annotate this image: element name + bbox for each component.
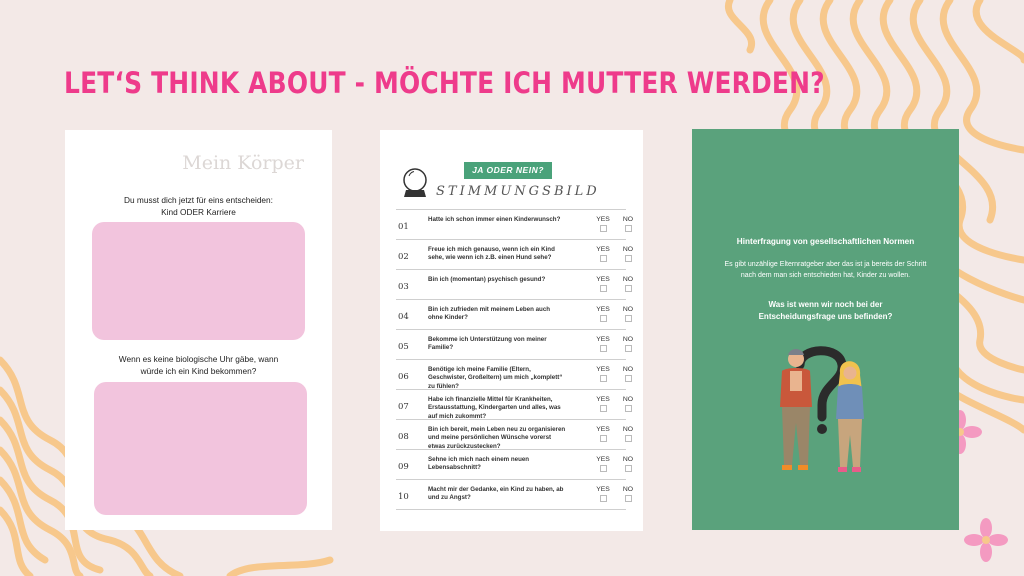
card-stimmungsbild (380, 130, 643, 531)
row-question: Bin ich bereit, mein Leben neu zu organisieren und meine persönlichen Wünsche vorerst etwas zurückzustecken? (428, 426, 566, 450)
row-question: Habe ich finanzielle Mittel für Krankheiten, Erstausstattung, Kindergarten und alles, was auf mich zukommt? (428, 396, 561, 420)
yes-no-badge: JA ODER NEIN? (464, 162, 552, 179)
no-checkbox[interactable] (625, 375, 632, 382)
no-checkbox[interactable] (625, 345, 632, 352)
card-title: Mein Körper (182, 152, 304, 174)
yes-option[interactable]: YES (592, 216, 614, 232)
card-title: STIMMUNGSBILD (436, 184, 600, 199)
no-checkbox[interactable] (625, 495, 632, 502)
row-question: Macht mir der Gedanke, ein Kind zu haben, ab und zu Angst? (428, 486, 564, 502)
question-list (396, 209, 634, 510)
yes-option[interactable]: YES (592, 336, 614, 352)
table-row (396, 390, 634, 420)
table-row (396, 240, 634, 270)
table-row (396, 210, 634, 240)
row-number: 01 (398, 222, 409, 232)
no-option[interactable]: NO (617, 246, 639, 262)
no-checkbox[interactable] (625, 255, 632, 262)
yes-option[interactable]: YES (592, 486, 614, 502)
row-question: Hatte ich schon immer einen Kinderwunsch? (428, 216, 561, 223)
row-number: 10 (398, 492, 409, 502)
no-checkbox[interactable] (625, 285, 632, 292)
yes-checkbox[interactable] (600, 285, 607, 292)
yes-checkbox[interactable] (600, 345, 607, 352)
yes-option[interactable]: YES (592, 246, 614, 262)
yes-option[interactable]: YES (592, 366, 614, 382)
question-1: Du musst dich jetzt für eins entscheiden: Kind ODER Karriere (124, 195, 273, 217)
flower-icon (964, 518, 1008, 562)
card-text: Es gibt unzählige Elternratgeber aber das ist ja bereits der Schritt nach dem man sich entschieden hat, Kinder zu wollen. (724, 261, 927, 279)
yes-option[interactable]: YES (592, 276, 614, 292)
answer-box-2[interactable] (94, 382, 307, 515)
table-row (396, 420, 634, 450)
row-question: Benötige ich meine Familie (Eltern, Geschwister, Großeltern) um mich „komplett“ zu fühlen? (428, 366, 563, 390)
row-question: Bin ich zufrieden mit meinem Leben auch ohne Kinder? (428, 306, 551, 322)
no-checkbox[interactable] (625, 405, 632, 412)
table-row (396, 300, 634, 330)
row-question: Sehne ich mich nach einem neuen Lebensabschnitt? (428, 456, 530, 472)
yes-checkbox[interactable] (600, 315, 607, 322)
no-checkbox[interactable] (625, 465, 632, 472)
yes-checkbox[interactable] (600, 495, 607, 502)
no-option[interactable]: NO (617, 336, 639, 352)
table-row (396, 480, 634, 510)
no-option[interactable]: NO (617, 276, 639, 292)
row-number: 05 (398, 342, 409, 352)
yes-checkbox[interactable] (600, 435, 607, 442)
yes-checkbox[interactable] (600, 225, 607, 232)
row-number: 02 (398, 252, 409, 262)
card-title: Hinterfragung von gesellschaftlichen Normen (736, 237, 915, 246)
table-row (396, 270, 634, 300)
row-number: 06 (398, 372, 409, 382)
no-checkbox[interactable] (625, 435, 632, 442)
table-row (396, 360, 634, 390)
row-question: Freue ich mich genauso, wenn ich ein Kind sehe, wie wenn ich z.B. einen Hund sehe? (428, 246, 555, 262)
row-number: 07 (398, 402, 409, 412)
no-option[interactable]: NO (617, 306, 639, 322)
no-option[interactable]: NO (617, 366, 639, 382)
card-mein-koerper (65, 130, 332, 530)
table-row (396, 330, 634, 360)
row-number: 04 (398, 312, 409, 322)
crystal-ball-icon (400, 166, 430, 200)
no-option[interactable]: NO (617, 426, 639, 442)
no-option[interactable]: NO (617, 216, 639, 232)
yes-option[interactable]: YES (592, 306, 614, 322)
row-number: 08 (398, 432, 409, 442)
yes-checkbox[interactable] (600, 255, 607, 262)
no-option[interactable]: NO (617, 456, 639, 472)
yes-option[interactable]: YES (592, 456, 614, 472)
no-checkbox[interactable] (625, 225, 632, 232)
no-checkbox[interactable] (625, 315, 632, 322)
yes-checkbox[interactable] (600, 465, 607, 472)
no-option[interactable]: NO (617, 396, 639, 412)
yes-option[interactable]: YES (592, 426, 614, 442)
no-option[interactable]: NO (617, 486, 639, 502)
yes-checkbox[interactable] (600, 405, 607, 412)
yes-option[interactable]: YES (592, 396, 614, 412)
row-question: Bin ich (momentan) psychisch gesund? (428, 276, 546, 283)
answer-box-1[interactable] (92, 222, 305, 340)
row-number: 03 (398, 282, 409, 292)
table-row (396, 450, 634, 480)
row-question: Bekomme ich Unterstützung von meiner Familie? (428, 336, 547, 352)
page-title: LET‘S THINK ABOUT - MÖCHTE ICH MUTTER WERDEN? (64, 66, 825, 100)
card-question: Was ist wenn wir noch bei der Entscheidungsfrage uns befinden? (758, 300, 893, 321)
question-2: Wenn es keine biologische Uhr gäbe, wann würde ich ein Kind bekommen? (118, 354, 279, 376)
card-gesellschaftliche-normen (692, 129, 959, 530)
yes-checkbox[interactable] (600, 375, 607, 382)
row-number: 09 (398, 462, 409, 472)
couple-question-mark-illustration (770, 343, 880, 475)
